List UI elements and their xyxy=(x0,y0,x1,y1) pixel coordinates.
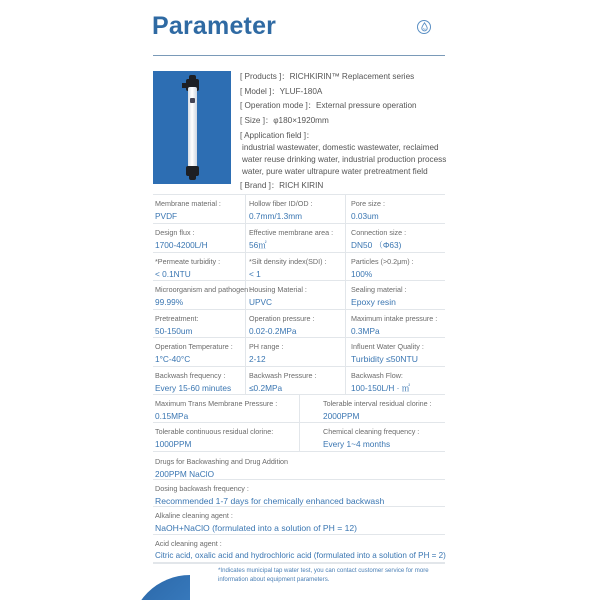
param-max-intake-pressure: Maximum intake pressure : 0.3MPa xyxy=(351,314,438,336)
product-info xyxy=(240,70,450,194)
param-row xyxy=(153,195,445,224)
params-grid-1col xyxy=(153,453,445,564)
info-application-text: industrial wastewater, domestic wastewater, reclaimed water reuse drinking water, industrial production process water, pure water ultrapure water pretreatment field xyxy=(242,143,447,176)
decorative-corner-shape xyxy=(130,575,190,600)
param-row xyxy=(153,367,445,395)
param-row xyxy=(153,423,445,452)
param-row xyxy=(153,253,445,281)
param-pore-size: Pore size : 0.03um xyxy=(351,199,385,221)
param-hollow-fiber: Hollow fiber ID/OD : 0.7mm/1.3mm xyxy=(246,195,346,223)
water-drop-icon xyxy=(417,20,431,34)
logo-icon xyxy=(190,98,195,103)
info-size: [ Size ]：φ180×1920mm xyxy=(240,115,329,125)
param-interval-chlorine: Tolerable interval residual clorine : 2000PPM xyxy=(323,399,432,421)
page-title: Parameter xyxy=(152,12,277,40)
param-connection-size: Connection size : DN50 （Φ63) xyxy=(351,228,407,250)
param-influent-water-quality: Influent Water Quality : Turbidity ≤50NTU xyxy=(351,342,424,364)
param-membrane-area: Effective membrane area : 56㎡ xyxy=(246,224,346,252)
title-divider xyxy=(153,55,445,56)
param-ph-range: PH range : 2-12 xyxy=(246,338,346,366)
param-permeate-turbidity: *Permeate turbidity : < 0.1NTU xyxy=(153,253,246,280)
param-particles: Particles (>0.2μm) : 100% xyxy=(351,257,414,279)
param-sdi: *Silt density index(SDI) : < 1 xyxy=(246,253,346,280)
footnote: *Indicates municipal tap water test, you can contact customer service for more information about equipment parameters. xyxy=(218,567,429,583)
param-sealing-material: Sealing material : Epoxy resin xyxy=(351,285,407,307)
param-acid-cleaning-agent: Acid cleaning agent : Citric acid, oxalic acid and hydrochloric acid (formulated into a solution of PH = 2) xyxy=(153,535,445,564)
info-brand: [ Brand ]：RICH KIRIN xyxy=(240,181,324,191)
param-operation-pressure: Operation pressure : 0.02-0.2MPa xyxy=(246,310,346,337)
param-housing-material: Housing Material : UPVC xyxy=(246,281,346,309)
param-row xyxy=(153,224,445,253)
info-operation-mode: [ Operation mode ]：External pressure operation xyxy=(240,101,417,111)
param-backwash-frequency: Backwash frequency : Every 15-60 minutes xyxy=(153,367,246,394)
param-chemical-cleaning-frequency: Chemical cleaning frequency : Every 1~4 months xyxy=(323,427,420,449)
param-backwash-flow: Backwash Flow: 100-150L/H · ㎡ xyxy=(351,371,411,393)
param-operation-temperature: Operation Temperature : 1°C-40°C xyxy=(153,338,246,366)
params-grid-3col xyxy=(153,195,445,395)
param-row xyxy=(153,338,445,367)
params-grid-2col xyxy=(153,395,445,452)
param-continuous-chlorine: Tolerable continuous residual clorine: 1000PPM xyxy=(153,423,300,451)
param-alkaline-cleaning-agent: Alkaline cleaning agent : NaOH+NaClO (formulated into a solution of PH = 12) xyxy=(153,507,445,535)
param-backwash-pressure: Backwash Pressure : ≤0.2MPa xyxy=(246,367,346,394)
param-max-tmp: Maximum Trans Membrane Pressure : 0.15MPa xyxy=(153,395,300,422)
param-membrane-material: Membrane material : PVDF xyxy=(153,195,246,223)
param-pretreatment: Pretreatment: 50-150um xyxy=(153,310,246,337)
param-row xyxy=(153,281,445,310)
param-design-flux: Design flux : 1700-4200L/H xyxy=(153,224,246,252)
param-row xyxy=(153,310,445,338)
info-products: [ Products ]：RICHKIRIN™ Replacement series xyxy=(240,72,415,81)
param-drugs-backwash: Drugs for Backwashing and Drug Addition 200PPM NaClO xyxy=(153,453,445,480)
param-row xyxy=(153,395,445,423)
param-microorganism: Microorganism and pathogen : 99.99% xyxy=(153,281,246,309)
param-dosing-backwash-frequency: Dosing backwash frequency : Recommended 1-7 days for chemically enhanced backwash xyxy=(153,480,445,507)
info-model: [ Model ]：YLUF-180A xyxy=(240,86,323,96)
info-application-label: [ Application field ]： xyxy=(240,131,315,141)
product-image xyxy=(153,71,231,184)
